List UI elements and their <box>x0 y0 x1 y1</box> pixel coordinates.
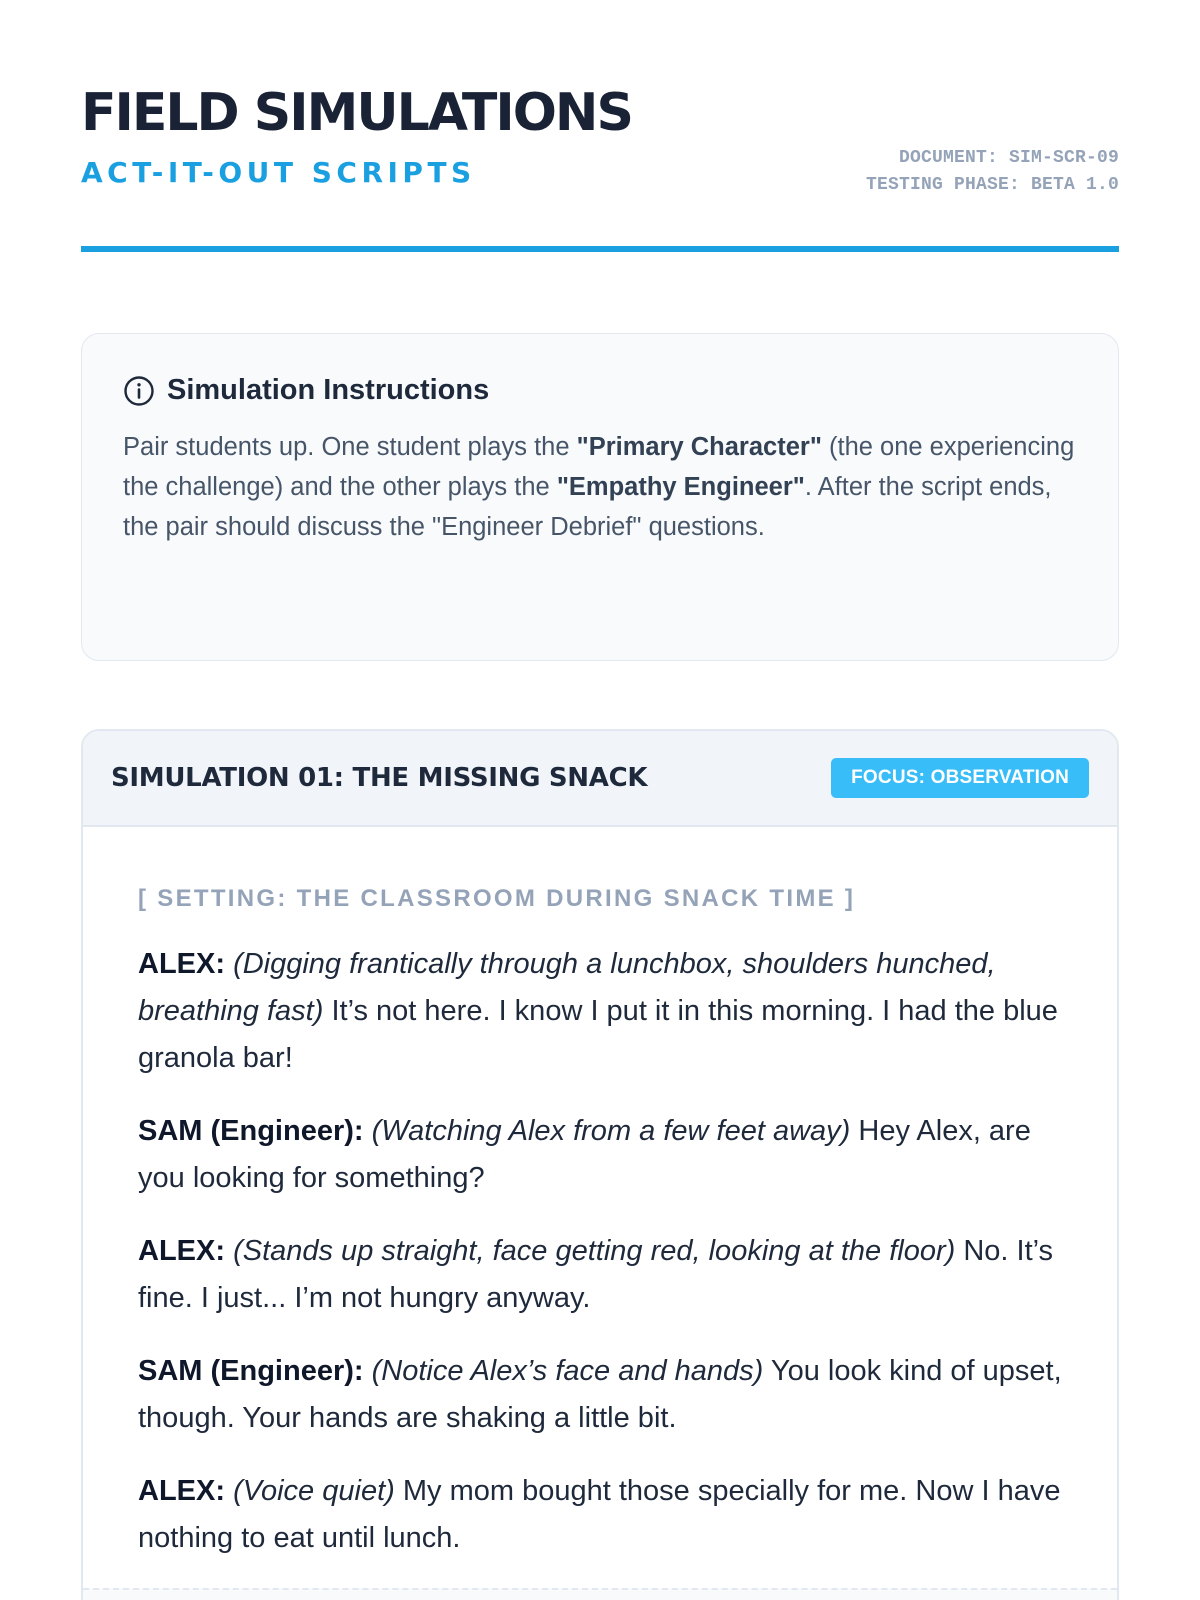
speaker-name: SAM (Engineer): <box>138 1115 364 1147</box>
instructions-text-part: Pair students up. One student plays the <box>123 433 577 461</box>
setting-line: [ SETTING: THE CLASSROOM DURING SNACK TIME ] <box>138 885 856 912</box>
instructions-panel <box>81 333 1119 661</box>
instructions-text-part: . After the script ends, the pair should discuss the "Engineer Debrief" questions. <box>123 473 1052 541</box>
speaker-name: ALEX: <box>138 1235 225 1267</box>
speaker-name: ALEX: <box>138 948 225 980</box>
dialogue-text: No. It’s fine. I just... I’m not hungry anyway. <box>138 1235 1054 1314</box>
page-subtitle: ACT-IT-OUT SCRIPTS <box>81 156 476 189</box>
instructions-header <box>123 374 1078 407</box>
script-line <box>138 1468 1062 1562</box>
dialogue-text: Hey Alex, are you looking for something? <box>138 1115 1031 1194</box>
simulation-title: SIMULATION 01: THE MISSING SNACK <box>111 763 648 793</box>
stage-direction: (Stands up straight, face getting red, looking at the floor) <box>233 1235 956 1267</box>
script-line <box>138 1348 1062 1442</box>
simulation-script <box>83 827 1117 1562</box>
script-line <box>138 1108 1062 1202</box>
instructions-text-part: (the one experiencing the challenge) and the other plays the <box>123 433 1075 501</box>
dialogue-text: It’s not here. I know I put it in this morning. I had the blue granola bar! <box>138 995 1058 1074</box>
primary-character-role: "Primary Character" <box>576 433 822 461</box>
script-line <box>138 941 1062 1082</box>
instructions-text <box>123 427 1078 547</box>
section-divider <box>83 1588 1117 1600</box>
script-line <box>138 1228 1062 1322</box>
empathy-engineer-role: "Empathy Engineer" <box>556 473 805 501</box>
simulation-card <box>81 729 1119 1600</box>
focus-badge: FOCUS: OBSERVATION <box>831 758 1089 798</box>
instructions-title: Simulation Instructions <box>167 374 490 406</box>
stage-direction: (Digging frantically through a lunchbox, shoulders hunched, breathing fast) <box>138 948 996 1027</box>
stage-direction: (Notice Alex’s face and hands) <box>371 1355 764 1387</box>
stage-direction: (Watching Alex from a few feet away) <box>371 1115 851 1147</box>
speaker-name: SAM (Engineer): <box>138 1355 364 1387</box>
simulation-header <box>83 731 1117 827</box>
dialogue-text: My mom bought those specially for me. Now I have nothing to eat until lunch. <box>138 1475 1061 1554</box>
page-title: FIELD SIMULATIONS <box>81 83 632 143</box>
document-header <box>81 0 1119 252</box>
speaker-name: ALEX: <box>138 1475 225 1507</box>
document-meta <box>866 145 1119 199</box>
testing-phase: TESTING PHASE: BETA 1.0 <box>865 175 1119 195</box>
dialogue-text: You look kind of upset, though. Your hands are shaking a little bit. <box>138 1355 1062 1434</box>
document-id: DOCUMENT: SIM-SCR-09 <box>898 148 1119 168</box>
info-icon <box>123 375 155 407</box>
stage-direction: (Voice quiet) <box>233 1475 395 1507</box>
